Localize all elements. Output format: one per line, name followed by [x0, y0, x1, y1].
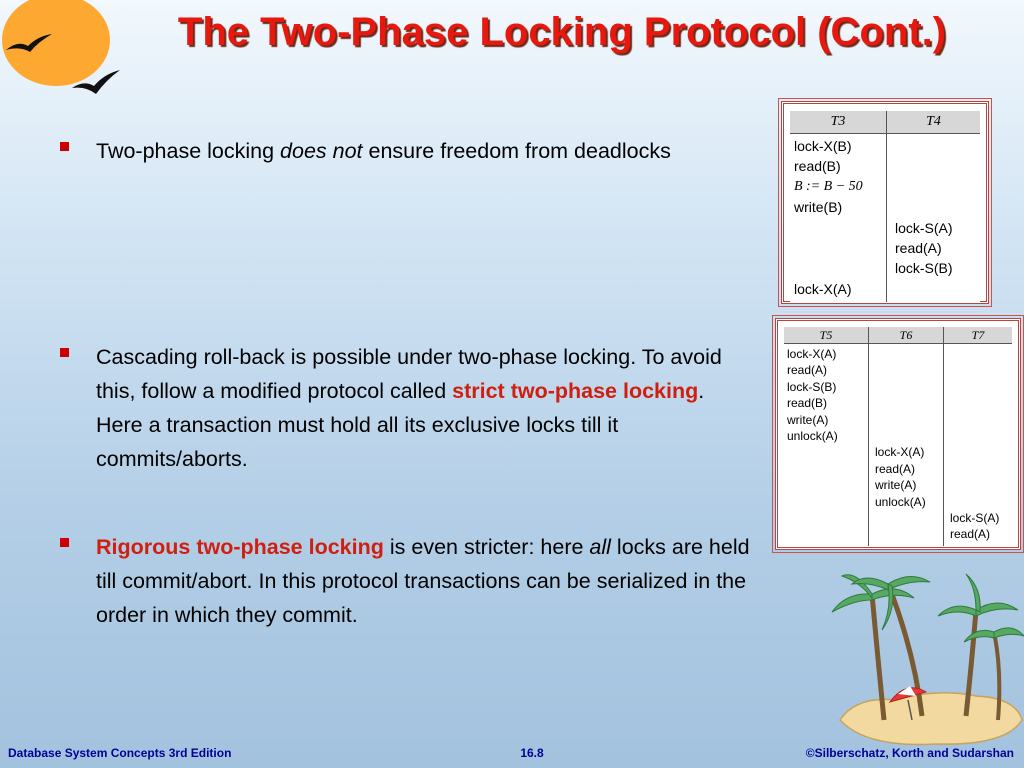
operation: write(A): [787, 412, 829, 427]
transaction-column: [887, 134, 981, 303]
operation: [950, 362, 1009, 378]
operation: [950, 444, 1009, 460]
operation: [950, 412, 1009, 428]
operation: [794, 238, 882, 258]
bullet-text-part: . Here a transaction must hold all its exclusive locks till it commits/aborts.: [96, 379, 705, 471]
operation: [794, 218, 882, 238]
operation: [875, 428, 940, 444]
footer-right: ©Silberschatz, Korth and Sudarshan: [805, 746, 1014, 760]
operation: lock-X(A): [794, 280, 852, 297]
operation: lock-S(A): [895, 219, 953, 236]
bullet-text: [96, 134, 750, 168]
operation: read(B): [794, 158, 841, 175]
operation: [794, 258, 882, 278]
operation: [875, 379, 940, 395]
bullet-text: [96, 340, 750, 476]
operation: [787, 477, 865, 493]
operation: [895, 156, 976, 176]
table-header: T5: [784, 327, 869, 344]
operation: [787, 510, 865, 526]
schedule-table-2-frame: [775, 318, 1021, 550]
table-header: T6: [869, 327, 944, 344]
operation: [950, 428, 1009, 444]
footer-left: Database System Concepts 3rd Edition: [8, 746, 232, 760]
bullet-item: [60, 530, 750, 632]
transaction-column: [784, 344, 869, 546]
bullet-text-highlight: Rigorous two-phase locking: [96, 535, 384, 559]
bullet-marker: [60, 142, 69, 151]
table-header: T4: [887, 111, 981, 134]
bullet-text-part: ensure freedom from deadlocks: [362, 139, 671, 163]
schedule-table-1: [790, 111, 980, 302]
bullet-text-emphasis: does not: [280, 139, 363, 163]
operation: [875, 346, 940, 362]
operation: read(A): [895, 240, 942, 257]
operation: [895, 136, 976, 156]
transaction-column: [790, 134, 887, 303]
operation: lock-S(B): [787, 379, 837, 394]
bullet-text-part: is even stricter: here: [383, 535, 590, 559]
operation: write(B): [794, 199, 843, 216]
operation: [950, 477, 1009, 493]
operation: [875, 510, 940, 526]
bullet-text-highlight: strict two-phase locking: [452, 379, 699, 403]
operation: [950, 494, 1009, 510]
operation: lock-X(A): [787, 347, 837, 361]
operation: lock-S(B): [895, 260, 953, 277]
operation: [787, 526, 865, 542]
schedule-table-1-frame: [781, 101, 989, 304]
operation: [875, 412, 940, 428]
operation: read(A): [787, 363, 828, 378]
operation: [787, 494, 865, 510]
slide-title: The Two-Phase Locking Protocol (Cont.): [177, 10, 947, 54]
operation: [875, 526, 940, 542]
operation: [787, 444, 865, 460]
operation: read(A): [875, 461, 916, 476]
transaction-column: [869, 344, 944, 546]
bullet-text-part: locks are held till commit/abort. In this protocol transactions can be serialized in the order in which they commit.: [96, 535, 750, 627]
operation: [950, 379, 1009, 395]
bullet-marker: [60, 538, 69, 547]
operation: [787, 461, 865, 477]
operation: unlock(A): [787, 429, 838, 444]
operation: read(A): [950, 527, 991, 542]
schedule-table-2: [784, 327, 1012, 546]
bullet-text: [96, 530, 750, 632]
bullet-item: [60, 134, 750, 168]
operation: [895, 279, 976, 299]
operation: lock-X(A): [875, 445, 925, 460]
operation: read(B): [787, 396, 828, 411]
operation: [895, 197, 976, 217]
bullet-text-part: Cascading roll-back is possible under two-phase locking. To avoid this, follow a modified protocol called: [96, 345, 722, 403]
operation: [950, 346, 1009, 362]
operation: [950, 395, 1009, 411]
operation: [950, 461, 1009, 477]
operation: [895, 177, 976, 197]
bullet-item: [60, 340, 750, 476]
operation: lock-X(B): [794, 138, 852, 154]
bullet-text-emphasis: all: [589, 535, 611, 559]
bird-icon: [4, 32, 54, 58]
table-header: T7: [944, 327, 1013, 344]
bullet-text-part: Two-phase locking: [96, 139, 281, 163]
transaction-column: [944, 344, 1013, 546]
operation: unlock(A): [875, 494, 926, 509]
operation: [875, 362, 940, 378]
page-number: 16.8: [520, 746, 544, 760]
operation: lock-S(A): [950, 511, 1000, 526]
operation: B := B − 50: [794, 178, 863, 194]
table-header: T3: [790, 111, 887, 134]
operation: [875, 395, 940, 411]
bird-icon: [70, 68, 122, 98]
operation: write(A): [875, 478, 917, 493]
palm-island-icon: [826, 570, 1024, 750]
bullet-marker: [60, 348, 69, 357]
